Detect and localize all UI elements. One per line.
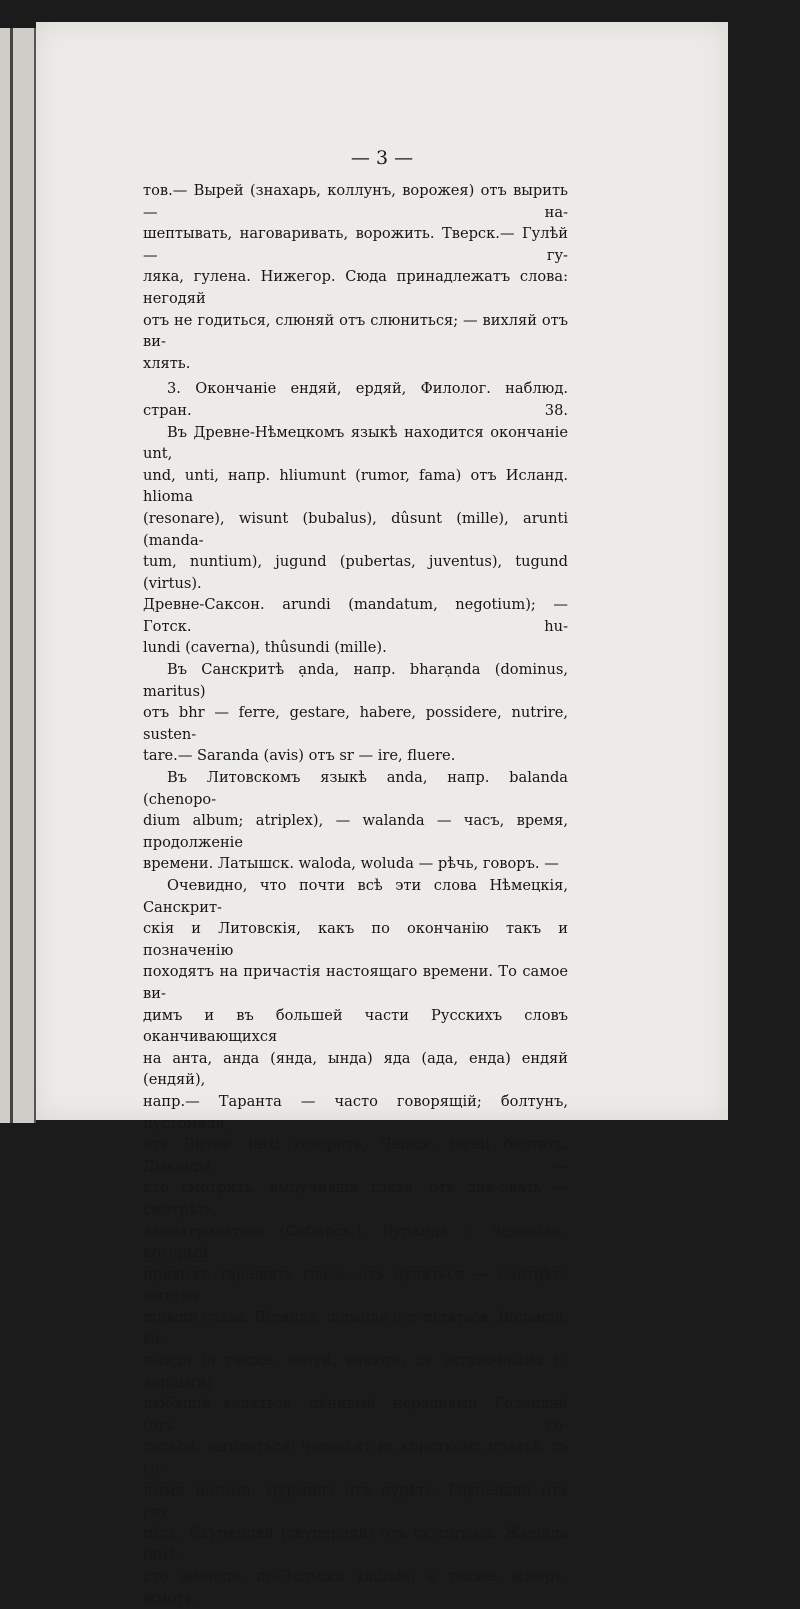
text-line: Въ Литовскомъ языкѣ anda, напр. balanda (chenopo- bbox=[143, 769, 568, 808]
text-line: ляка, гулена. Нижегор. Сюда принадлежатъ слова: негодяй bbox=[143, 268, 568, 307]
text-line: lundi (caverna), thûsundi (mille). bbox=[143, 639, 387, 657]
text-line: на анта, анда (янда, ында) яда (ада, енда) ендяй (ендяй), bbox=[143, 1049, 568, 1089]
book-page bbox=[36, 22, 728, 1607]
text-line: димъ и въ большей части Русскихъ словъ оканчивающихся bbox=[143, 1006, 568, 1046]
text-line: Очевидно, что почти всѣ эти слова Нѣмецкія, Санскрит- bbox=[143, 877, 568, 916]
text-line: скія и Литовскія, какъ по окончанію такъ и позначенію bbox=[143, 920, 568, 959]
text-line: отъ bhr — ferre, gestare, habere, possidere, nutrire, susten- bbox=[143, 704, 568, 743]
text-line: сто жмонда, по-Польски żminda) а также: жмаръ, жмотъ, bbox=[143, 1568, 568, 1607]
text-line: Въ Древне-Нѣмецкомъ языкѣ находится окончаніе unt, bbox=[143, 423, 568, 463]
text-line: шептывать, наговаривать, ворожить. Тверск.— Гулѣй — гу- bbox=[143, 225, 568, 264]
text-line: засматриваться (Сибирск.). Лупанда — человѣкъ, который bbox=[143, 1222, 568, 1262]
text-line: времени. Латышск. waloda, woluda — рѣчь, говоръ. — bbox=[143, 855, 559, 873]
text-line: tare.— Saranda (avis) отъ sr — ire, fluere. bbox=[143, 747, 456, 765]
text-line: кто смотритъ, выпучивши глаза, отъ дик-овать — смотрѣть, bbox=[143, 1179, 568, 1218]
text-line: dium album; atriplex), — walanda — часъ, время, продолженіе bbox=[143, 812, 568, 851]
text-line: литься, заголяться) человѣкъ въ короткомъ платьѣ, съ го- bbox=[143, 1438, 568, 1478]
text-line: хлять. bbox=[143, 354, 191, 372]
previous-page-edge bbox=[0, 28, 36, 1123]
text-line: лыми ногами. Дурында отъ дурѣть. Глупендяй отъ глу- bbox=[143, 1481, 568, 1521]
text-line: пѣть. Скупендяй (скупердяй) отъ скупиться. Жмойда (вмѣ- bbox=[143, 1524, 568, 1564]
page-number: — 3 — bbox=[350, 147, 414, 169]
page-text bbox=[143, 180, 568, 1609]
text-line: лында (а также: валуй, валюга, съ вставочнымъ р. варлыга) bbox=[143, 1352, 568, 1391]
text-line: привыкъ таращить глаза, отъ лупиться — смотрѣть вытара- bbox=[143, 1265, 568, 1305]
text-line: напр.— Таранта — часто говорящій; болтунъ, пустомеля, bbox=[143, 1092, 568, 1132]
text-line: отъ не годиться, слюняй отъ слюниться; — вихляй отъ ви- bbox=[143, 311, 568, 351]
book-binding-edge bbox=[10, 28, 13, 1123]
text-line: Древне-Саксон. arundi (mandatum, negotium); — Готск. hu- bbox=[143, 596, 568, 635]
text-line: щивши глаза. Шлянда, шлында отъ шляться. Валанда, ва- bbox=[143, 1308, 568, 1348]
section-heading: 3. Окончаніе ендяй, ердяй, Филолог. наблюд. стран. 38. bbox=[143, 380, 568, 419]
text-line: тов.— Вырей (знахарь, коллунъ, ворожея) отъ вырить — на- bbox=[143, 182, 568, 221]
text-line: походятъ на причастія настоящаго времени. То самое ви- bbox=[143, 963, 568, 1002]
text-line: und, unti, напр. hliumunt (rumor, fama) отъ Исланд. hlioma bbox=[143, 466, 568, 506]
text-line: (resonare), wisunt (bubalus), dûsunt (mille), arunti (manda- bbox=[143, 509, 568, 549]
text-line: tum, nuntium), jugund (pubertas, juventus), tugund (virtus). bbox=[143, 553, 568, 592]
text-line: любящій валяться, лѣнивый, нерадивый. Голендай (отъ го- bbox=[143, 1395, 568, 1434]
text-line: Въ Санскритѣ ạnda, напр. bharạnda (dominus, maritus) bbox=[143, 661, 568, 700]
text-line: отъ Литов. tarti говорить, Чешск. tarati болтать. Дыканда — bbox=[143, 1136, 568, 1175]
